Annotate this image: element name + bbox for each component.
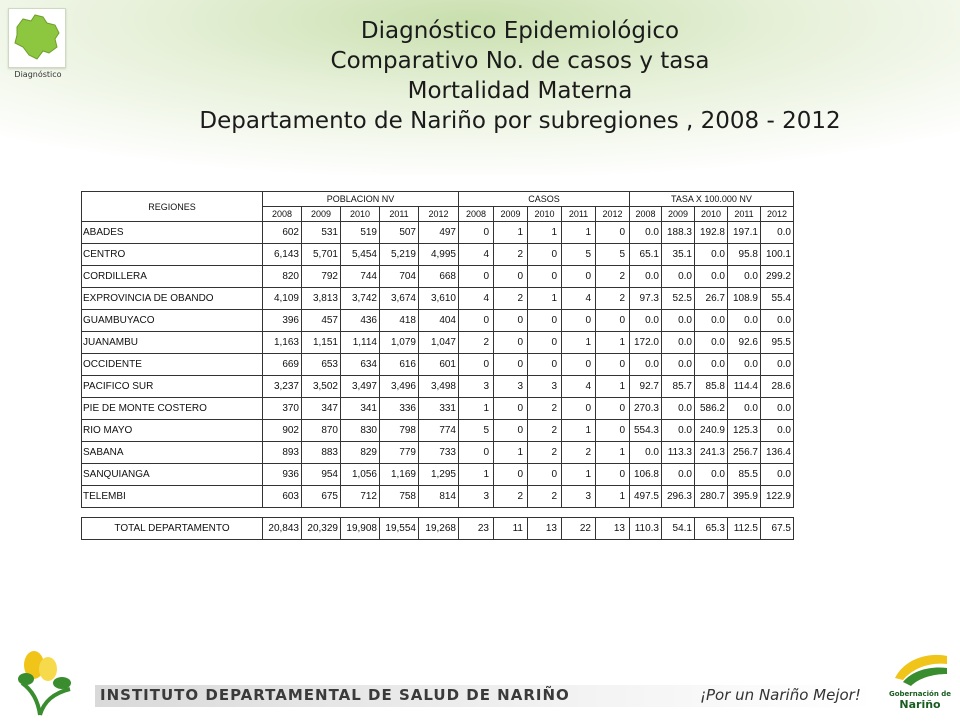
casos-cell: 2 xyxy=(494,244,528,266)
tasa-cell: 97.3 xyxy=(630,288,662,310)
tasa-cell: 0.0 xyxy=(728,398,761,420)
casos-cell: 0 xyxy=(562,266,596,288)
tasa-cell: 0.0 xyxy=(695,354,728,376)
gobernacion-text-2: Nariño xyxy=(899,698,941,711)
casos-cell: 0 xyxy=(562,354,596,376)
casos-cell: 5 xyxy=(596,244,630,266)
pob-cell: 341 xyxy=(341,398,380,420)
pob-cell: 19,554 xyxy=(380,518,419,540)
pob-cell: 602 xyxy=(263,222,302,244)
region-cell: SABANA xyxy=(82,442,263,464)
table-row xyxy=(82,244,794,266)
pob-cell: 3,813 xyxy=(302,288,341,310)
pob-cell: 733 xyxy=(419,442,459,464)
pob-cell: 829 xyxy=(341,442,380,464)
tasa-cell: 0.0 xyxy=(695,266,728,288)
casos-cell: 2 xyxy=(528,442,562,464)
casos-cell: 3 xyxy=(494,376,528,398)
institute-logo xyxy=(10,645,90,717)
pob-cell: 396 xyxy=(263,310,302,332)
pob-cell: 1,079 xyxy=(380,332,419,354)
tasa-cell: 0.0 xyxy=(695,244,728,266)
year-header: 2009 xyxy=(302,207,341,222)
region-cell: CENTRO xyxy=(82,244,263,266)
tasa-cell: 0.0 xyxy=(761,398,794,420)
tasa-cell: 85.8 xyxy=(695,376,728,398)
pob-cell: 820 xyxy=(263,266,302,288)
pob-cell: 5,701 xyxy=(302,244,341,266)
casos-cell: 23 xyxy=(459,518,494,540)
region-cell: PIE DE MONTE COSTERO xyxy=(82,398,263,420)
footer xyxy=(0,640,960,720)
pob-cell: 3,498 xyxy=(419,376,459,398)
tasa-cell: 0.0 xyxy=(761,310,794,332)
tasa-cell: 113.3 xyxy=(662,442,695,464)
pob-cell: 779 xyxy=(380,442,419,464)
casos-cell: 1 xyxy=(459,464,494,486)
title-line-1: Diagnóstico Epidemiológico xyxy=(360,18,680,44)
spacer-cell xyxy=(82,508,794,518)
pob-cell: 436 xyxy=(341,310,380,332)
tasa-cell: 0.0 xyxy=(662,266,695,288)
casos-cell: 1 xyxy=(562,332,596,354)
region-cell: PACIFICO SUR xyxy=(82,376,263,398)
pob-cell: 19,908 xyxy=(341,518,380,540)
pob-cell: 6,143 xyxy=(263,244,302,266)
casos-cell: 0 xyxy=(494,332,528,354)
casos-cell: 11 xyxy=(494,518,528,540)
pob-cell: 954 xyxy=(302,464,341,486)
table-row xyxy=(82,486,794,508)
tasa-cell: 92.7 xyxy=(630,376,662,398)
pob-cell: 3,497 xyxy=(341,376,380,398)
casos-cell: 0 xyxy=(562,398,596,420)
pob-cell: 418 xyxy=(380,310,419,332)
table-row xyxy=(82,398,794,420)
tasa-cell: 0.0 xyxy=(728,266,761,288)
year-header: 2012 xyxy=(596,207,630,222)
pob-cell: 3,496 xyxy=(380,376,419,398)
pob-cell: 634 xyxy=(341,354,380,376)
year-header: 2009 xyxy=(662,207,695,222)
pob-cell: 1,114 xyxy=(341,332,380,354)
pob-cell: 3,610 xyxy=(419,288,459,310)
tasa-cell: 52.5 xyxy=(662,288,695,310)
region-cell: CORDILLERA xyxy=(82,266,263,288)
tasa-cell: 0.0 xyxy=(662,398,695,420)
casos-cell: 5 xyxy=(459,420,494,442)
mortality-table xyxy=(81,191,794,540)
gobernacion-icon xyxy=(885,648,955,688)
year-header: 2010 xyxy=(528,207,562,222)
casos-cell: 0 xyxy=(528,464,562,486)
tasa-cell: 0.0 xyxy=(630,442,662,464)
casos-cell: 1 xyxy=(528,288,562,310)
pob-cell: 3,742 xyxy=(341,288,380,310)
year-header: 2012 xyxy=(419,207,459,222)
tasa-cell: 554.3 xyxy=(630,420,662,442)
tasa-cell: 0.0 xyxy=(761,464,794,486)
tasa-cell: 172.0 xyxy=(630,332,662,354)
tasa-cell: 0.0 xyxy=(728,354,761,376)
pob-cell: 870 xyxy=(302,420,341,442)
casos-cell: 3 xyxy=(459,486,494,508)
year-header: 2010 xyxy=(341,207,380,222)
tasa-cell: 241.3 xyxy=(695,442,728,464)
tasa-cell: 65.1 xyxy=(630,244,662,266)
region-cell: JUANAMBU xyxy=(82,332,263,354)
casos-cell: 0 xyxy=(459,266,494,288)
year-header: 2008 xyxy=(630,207,662,222)
pob-cell: 20,843 xyxy=(263,518,302,540)
year-header: 2009 xyxy=(494,207,528,222)
tasa-cell: 192.8 xyxy=(695,222,728,244)
pob-cell: 1,047 xyxy=(419,332,459,354)
pob-cell: 5,454 xyxy=(341,244,380,266)
pob-cell: 603 xyxy=(263,486,302,508)
tasa-cell: 125.3 xyxy=(728,420,761,442)
table-row xyxy=(82,266,794,288)
casos-cell: 4 xyxy=(562,376,596,398)
pob-cell: 20,329 xyxy=(302,518,341,540)
tasa-cell: 85.7 xyxy=(662,376,695,398)
casos-cell: 0 xyxy=(528,310,562,332)
tasa-cell: 188.3 xyxy=(662,222,695,244)
pob-cell: 19,268 xyxy=(419,518,459,540)
table-row xyxy=(82,222,794,244)
casos-cell: 2 xyxy=(459,332,494,354)
casos-cell: 0 xyxy=(596,310,630,332)
slogan: ¡Por un Nariño Mejor! xyxy=(700,686,861,704)
pob-cell: 5,219 xyxy=(380,244,419,266)
casos-cell: 0 xyxy=(459,222,494,244)
map-logo xyxy=(8,8,66,68)
tasa-cell: 299.2 xyxy=(761,266,794,288)
tasa-cell: 395.9 xyxy=(728,486,761,508)
pob-cell: 616 xyxy=(380,354,419,376)
year-header: 2011 xyxy=(562,207,596,222)
logo-caption: Diagnóstico xyxy=(14,70,62,79)
flower-icon xyxy=(10,645,90,717)
poblacion-header: POBLACION NV xyxy=(263,192,459,207)
year-header: 2010 xyxy=(695,207,728,222)
casos-cell: 0 xyxy=(596,354,630,376)
casos-cell: 5 xyxy=(562,244,596,266)
table-row xyxy=(82,354,794,376)
pob-cell: 669 xyxy=(263,354,302,376)
total-row xyxy=(82,518,794,540)
tasa-cell: 0.0 xyxy=(662,332,695,354)
pob-cell: 347 xyxy=(302,398,341,420)
casos-cell: 0 xyxy=(494,398,528,420)
year-header: 2008 xyxy=(263,207,302,222)
region-cell: TOTAL DEPARTAMENTO xyxy=(82,518,263,540)
pob-cell: 792 xyxy=(302,266,341,288)
casos-cell: 0 xyxy=(494,354,528,376)
tasa-cell: 197.1 xyxy=(728,222,761,244)
title-line-2: Comparativo No. de casos y tasa xyxy=(330,48,710,74)
tasa-cell: 0.0 xyxy=(662,354,695,376)
pob-cell: 814 xyxy=(419,486,459,508)
page-title xyxy=(110,16,930,136)
year-header: 2008 xyxy=(459,207,494,222)
pob-cell: 1,295 xyxy=(419,464,459,486)
casos-cell: 2 xyxy=(596,288,630,310)
casos-cell: 1 xyxy=(562,222,596,244)
tasa-cell: 95.8 xyxy=(728,244,761,266)
casos-cell: 0 xyxy=(562,310,596,332)
pob-cell: 497 xyxy=(419,222,459,244)
gobernacion-text-1: Gobernación de xyxy=(888,690,951,698)
pob-cell: 1,169 xyxy=(380,464,419,486)
pob-cell: 902 xyxy=(263,420,302,442)
tasa-cell: 95.5 xyxy=(761,332,794,354)
casos-cell: 0 xyxy=(596,222,630,244)
casos-cell: 2 xyxy=(596,266,630,288)
pob-cell: 1,163 xyxy=(263,332,302,354)
tasa-cell: 280.7 xyxy=(695,486,728,508)
pob-cell: 830 xyxy=(341,420,380,442)
tasa-cell: 67.5 xyxy=(761,518,794,540)
pob-cell: 675 xyxy=(302,486,341,508)
casos-cell: 0 xyxy=(459,354,494,376)
region-cell: TELEMBI xyxy=(82,486,263,508)
pob-cell: 4,995 xyxy=(419,244,459,266)
table-row xyxy=(82,310,794,332)
tasa-cell: 240.9 xyxy=(695,420,728,442)
casos-cell: 1 xyxy=(596,486,630,508)
casos-cell: 2 xyxy=(494,288,528,310)
casos-cell: 0 xyxy=(528,244,562,266)
casos-cell: 0 xyxy=(596,398,630,420)
casos-cell: 2 xyxy=(528,486,562,508)
region-cell: ABADES xyxy=(82,222,263,244)
pob-cell: 404 xyxy=(419,310,459,332)
casos-cell: 0 xyxy=(494,420,528,442)
tasa-cell: 136.4 xyxy=(761,442,794,464)
tasa-cell: 0.0 xyxy=(662,464,695,486)
casos-cell: 2 xyxy=(494,486,528,508)
casos-cell: 2 xyxy=(528,420,562,442)
spacer-row xyxy=(82,508,794,518)
casos-header: CASOS xyxy=(459,192,630,207)
tasa-cell: 114.4 xyxy=(728,376,761,398)
casos-cell: 1 xyxy=(562,420,596,442)
pob-cell: 331 xyxy=(419,398,459,420)
tasa-cell: 100.1 xyxy=(761,244,794,266)
tasa-header: TASA X 100.000 NV xyxy=(630,192,794,207)
table-row xyxy=(82,464,794,486)
tasa-cell: 122.9 xyxy=(761,486,794,508)
casos-cell: 22 xyxy=(562,518,596,540)
tasa-cell: 28.6 xyxy=(761,376,794,398)
regiones-header: REGIONES xyxy=(82,192,263,222)
pob-cell: 1,056 xyxy=(341,464,380,486)
casos-cell: 0 xyxy=(528,354,562,376)
pob-cell: 507 xyxy=(380,222,419,244)
casos-cell: 0 xyxy=(459,310,494,332)
casos-cell: 2 xyxy=(528,398,562,420)
tasa-cell: 0.0 xyxy=(728,310,761,332)
tasa-cell: 35.1 xyxy=(662,244,695,266)
tasa-cell: 92.6 xyxy=(728,332,761,354)
pob-cell: 457 xyxy=(302,310,341,332)
tasa-cell: 0.0 xyxy=(695,310,728,332)
casos-cell: 0 xyxy=(494,266,528,288)
pob-cell: 601 xyxy=(419,354,459,376)
casos-cell: 3 xyxy=(528,376,562,398)
pob-cell: 3,502 xyxy=(302,376,341,398)
year-header: 2011 xyxy=(380,207,419,222)
pob-cell: 653 xyxy=(302,354,341,376)
region-cell: SANQUIANGA xyxy=(82,464,263,486)
pob-cell: 893 xyxy=(263,442,302,464)
pob-cell: 936 xyxy=(263,464,302,486)
casos-cell: 2 xyxy=(562,442,596,464)
tasa-cell: 55.4 xyxy=(761,288,794,310)
tasa-cell: 112.5 xyxy=(728,518,761,540)
tasa-cell: 0.0 xyxy=(761,354,794,376)
casos-cell: 1 xyxy=(494,222,528,244)
table-row xyxy=(82,288,794,310)
casos-cell: 4 xyxy=(562,288,596,310)
tasa-cell: 54.1 xyxy=(662,518,695,540)
tasa-cell: 586.2 xyxy=(695,398,728,420)
casos-cell: 1 xyxy=(459,398,494,420)
table-row xyxy=(82,332,794,354)
casos-cell: 0 xyxy=(528,332,562,354)
pob-cell: 3,237 xyxy=(263,376,302,398)
casos-cell: 0 xyxy=(528,266,562,288)
casos-cell: 4 xyxy=(459,288,494,310)
tasa-cell: 0.0 xyxy=(630,354,662,376)
tasa-cell: 0.0 xyxy=(695,464,728,486)
casos-cell: 4 xyxy=(459,244,494,266)
casos-cell: 1 xyxy=(528,222,562,244)
year-header: 2012 xyxy=(761,207,794,222)
pob-cell: 883 xyxy=(302,442,341,464)
tasa-cell: 85.5 xyxy=(728,464,761,486)
pob-cell: 3,674 xyxy=(380,288,419,310)
narino-map-icon xyxy=(9,9,65,67)
pob-cell: 744 xyxy=(341,266,380,288)
pob-cell: 519 xyxy=(341,222,380,244)
pob-cell: 531 xyxy=(302,222,341,244)
pob-cell: 1,151 xyxy=(302,332,341,354)
tasa-cell: 65.3 xyxy=(695,518,728,540)
tasa-cell: 497.5 xyxy=(630,486,662,508)
title-line-4: Departamento de Nariño por subregiones , 2008 - 2012 xyxy=(199,108,841,134)
tasa-cell: 0.0 xyxy=(630,266,662,288)
year-header: 2011 xyxy=(728,207,761,222)
tasa-cell: 0.0 xyxy=(761,420,794,442)
institute-name: INSTITUTO DEPARTAMENTAL DE SALUD DE NARIÑO xyxy=(100,686,570,704)
casos-cell: 0 xyxy=(596,420,630,442)
tasa-cell: 256.7 xyxy=(728,442,761,464)
casos-cell: 1 xyxy=(562,464,596,486)
region-cell: RIO MAYO xyxy=(82,420,263,442)
casos-cell: 3 xyxy=(459,376,494,398)
tasa-cell: 110.3 xyxy=(630,518,662,540)
casos-cell: 13 xyxy=(528,518,562,540)
pob-cell: 4,109 xyxy=(263,288,302,310)
tasa-cell: 296.3 xyxy=(662,486,695,508)
pob-cell: 758 xyxy=(380,486,419,508)
tasa-cell: 0.0 xyxy=(761,222,794,244)
tasa-cell: 0.0 xyxy=(662,310,695,332)
region-cell: GUAMBUYACO xyxy=(82,310,263,332)
casos-cell: 1 xyxy=(596,442,630,464)
table-row xyxy=(82,420,794,442)
tasa-cell: 106.8 xyxy=(630,464,662,486)
casos-cell: 1 xyxy=(494,442,528,464)
table-row xyxy=(82,376,794,398)
tasa-cell: 0.0 xyxy=(630,310,662,332)
tasa-cell: 108.9 xyxy=(728,288,761,310)
pob-cell: 370 xyxy=(263,398,302,420)
pob-cell: 774 xyxy=(419,420,459,442)
pob-cell: 704 xyxy=(380,266,419,288)
region-cell: EXPROVINCIA DE OBANDO xyxy=(82,288,263,310)
tasa-cell: 0.0 xyxy=(695,332,728,354)
casos-cell: 0 xyxy=(494,464,528,486)
pob-cell: 336 xyxy=(380,398,419,420)
title-line-3: Mortalidad Materna xyxy=(407,78,633,104)
casos-cell: 1 xyxy=(596,376,630,398)
header-row-groups xyxy=(82,192,794,207)
pob-cell: 712 xyxy=(341,486,380,508)
tasa-cell: 0.0 xyxy=(662,420,695,442)
casos-cell: 0 xyxy=(494,310,528,332)
pob-cell: 668 xyxy=(419,266,459,288)
casos-cell: 0 xyxy=(596,464,630,486)
casos-cell: 3 xyxy=(562,486,596,508)
tasa-cell: 26.7 xyxy=(695,288,728,310)
pob-cell: 798 xyxy=(380,420,419,442)
table-row xyxy=(82,442,794,464)
casos-cell: 1 xyxy=(596,332,630,354)
region-cell: OCCIDENTE xyxy=(82,354,263,376)
casos-cell: 0 xyxy=(459,442,494,464)
casos-cell: 13 xyxy=(596,518,630,540)
tasa-cell: 0.0 xyxy=(630,222,662,244)
tasa-cell: 270.3 xyxy=(630,398,662,420)
